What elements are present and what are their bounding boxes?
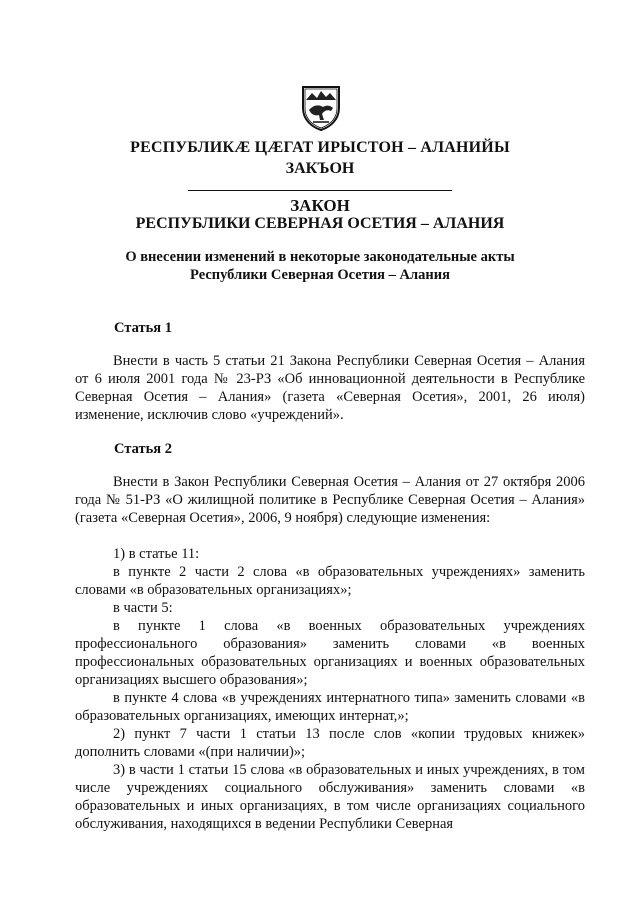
header-ossetian-title: РЕСПУБЛИКÆ ЦÆГАТ ИРЫСТОН – АЛАНИЙЫ <box>130 139 510 156</box>
article-2-item: в части 5: <box>113 600 173 616</box>
article-2-item: 1) в статье 11: <box>113 546 200 562</box>
article-2-item: в пункте 1 слова «в военных образовательных учреждениях профессионального образования» заменить словами «в военных профессиональных образовательных организациях и военных образовательных организациях высшего образования»; <box>75 618 585 688</box>
coat-of-arms-emblem <box>299 84 343 132</box>
header-ossetian-law: ЗАКЪОН <box>285 160 355 177</box>
document-subtitle-line2: Республики Северная Осетия – Алания <box>190 267 450 283</box>
article-2-item: 2) пункт 7 части 1 статьи 13 после слов «копии трудовых книжек» дополнить словами «(при наличии)»; <box>75 726 585 760</box>
header-russian-title: РЕСПУБЛИКИ СЕВЕРНАЯ ОСЕТИЯ – АЛАНИЯ <box>135 215 505 232</box>
document-subtitle-line1: О внесении изменений в некоторые законодательные акты <box>125 249 515 265</box>
article-2-item: в пункте 4 слова «в учреждениях интернатного типа» заменить словами «в образовательных организациях, имеющих интернат,»; <box>75 690 585 724</box>
article-1-heading: Статья 1 <box>114 320 172 336</box>
article-2-intro: Внести в Закон Республики Северная Осетия – Алания от 27 октября 2006 года № 51-РЗ «О жилищной политике в Республике Северная Осетия – Алания» (газета «Северная Осетия», 2006, 9 ноября) следующие изменения: <box>75 474 585 526</box>
article-2-heading: Статья 2 <box>114 441 172 457</box>
header-russian-law: ЗАКОН <box>290 196 350 215</box>
article-1-text: Внести в часть 5 статьи 21 Закона Республики Северная Осетия – Алания от 6 июля 2001 года № 23-РЗ «Об инновационной деятельности в Республике Северная Осетия – Алания» (газета «Северная Осетия», 2001, 26 июля) изменение, исключив слово «учреждений». <box>75 353 585 423</box>
article-2-item: 3) в части 1 статьи 15 слова «в образовательных и иных учреждениях, в том числе учреждениях социального обслуживания» заменить словами «в образовательных и иных организациях, в том числе организациях социального обслуживания, находящихся в ведении Республики Северная <box>75 762 585 832</box>
article-2-item: в пункте 2 части 2 слова «в образовательных учреждениях» заменить словами «в образовательных организациях»; <box>75 564 585 598</box>
header-divider <box>188 190 452 191</box>
